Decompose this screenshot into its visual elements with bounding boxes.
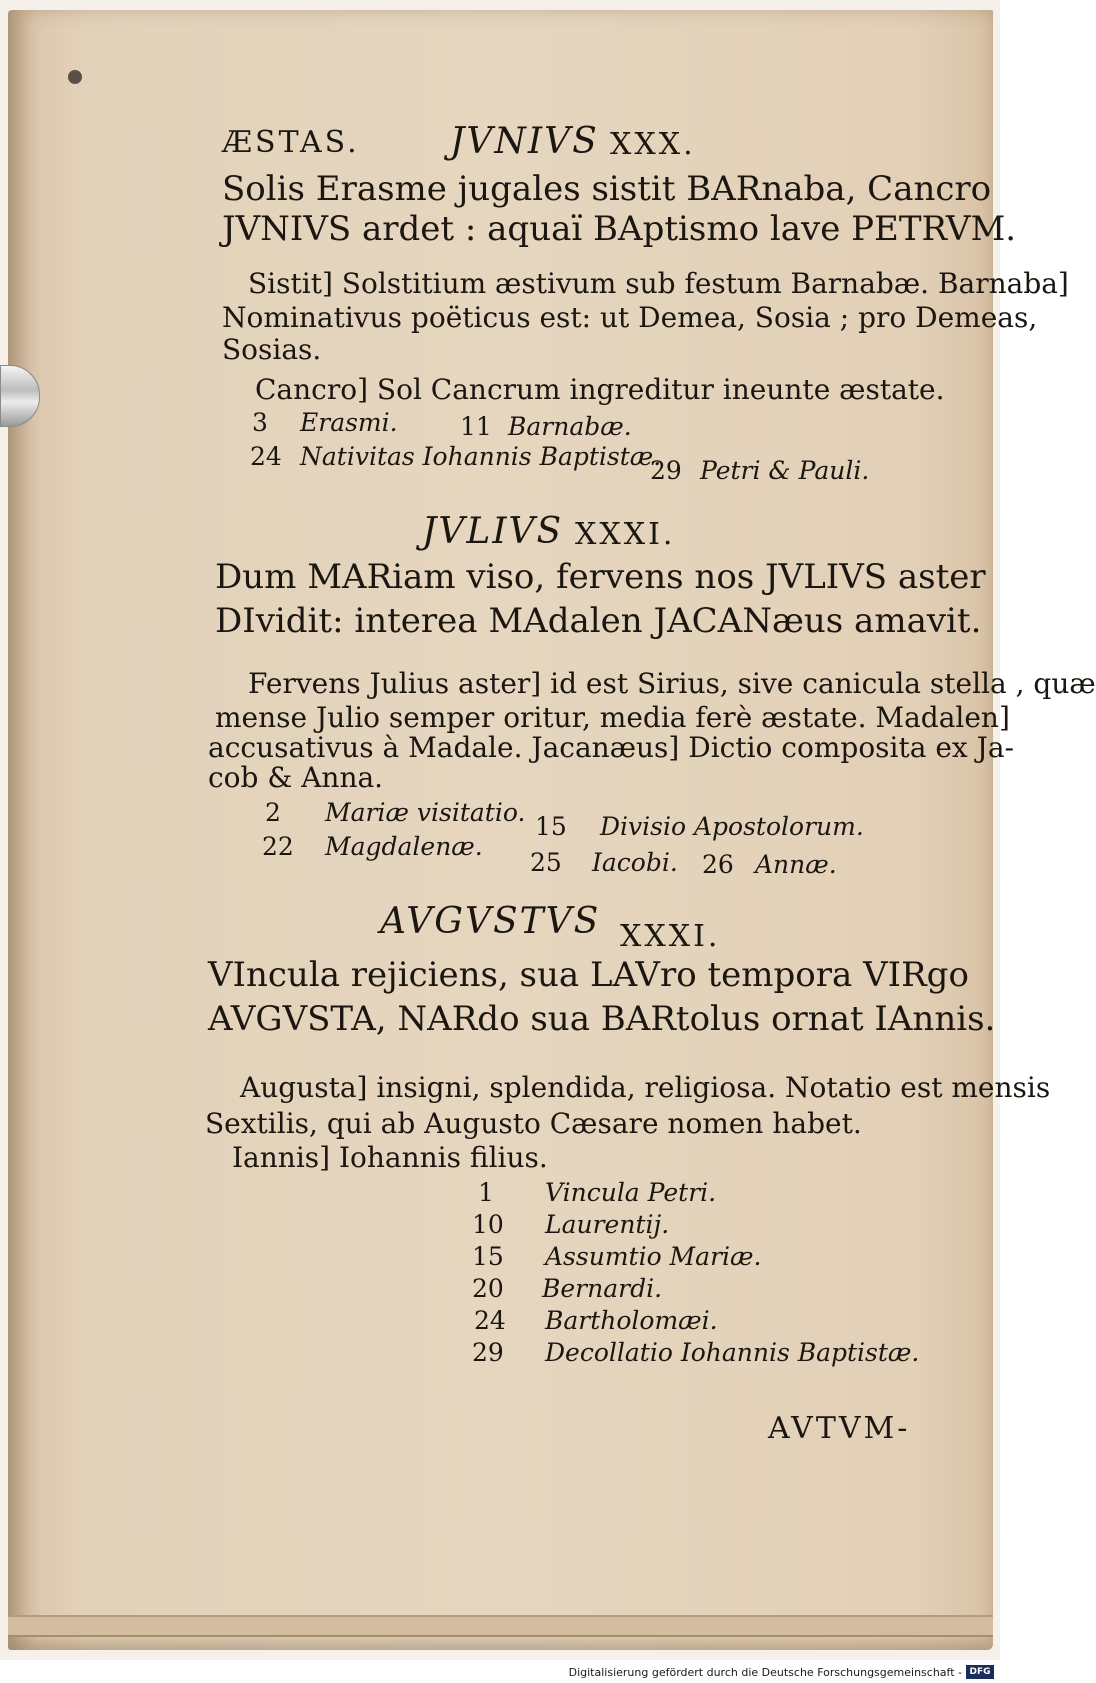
month-days-augustus: XXXI. bbox=[620, 919, 721, 954]
feast-name: Petri & Pauli. bbox=[700, 456, 870, 485]
verse-line: Solis Erasme jugales sistit BARnaba, Cancro bbox=[222, 169, 992, 209]
footer-credit: Digitalisierung gefördert durch die Deutsche Forschungsgemeinschaft - bbox=[568, 1666, 962, 1679]
feast-day: 22 bbox=[262, 832, 294, 861]
feast-name: Iacobi. bbox=[592, 848, 678, 877]
feast-day: 25 bbox=[530, 848, 562, 877]
feast-day: 15 bbox=[535, 812, 567, 841]
ink-spot bbox=[68, 70, 82, 84]
season-heading: ÆSTAS. bbox=[222, 125, 360, 160]
dfg-logo-icon: DFG bbox=[966, 1665, 994, 1679]
feast-day: 29 bbox=[650, 456, 682, 485]
note-line: Sistit] Solstitium æstivum sub festum Barnabæ. Barnaba] bbox=[248, 267, 1069, 300]
feast-name: Erasmi. bbox=[300, 408, 398, 437]
feast-name: Barnabæ. bbox=[508, 412, 632, 441]
feast-name: Divisio Apostolorum. bbox=[600, 812, 864, 841]
feast-day: 15 bbox=[472, 1242, 504, 1271]
feast-day: 26 bbox=[702, 850, 734, 879]
feast-day: 1 bbox=[478, 1178, 494, 1207]
feast-day: 10 bbox=[472, 1210, 504, 1239]
feast-name: Bartholomæi. bbox=[545, 1306, 718, 1335]
note-line: mense Julio semper oritur, media ferè æstate. Madalen] bbox=[215, 701, 1010, 734]
feast-name: Nativitas Iohannis Baptistæ. bbox=[300, 442, 662, 471]
feast-day: 24 bbox=[250, 442, 282, 471]
note-line: Cancro] Sol Cancrum ingreditur ineunte æstate. bbox=[255, 373, 945, 406]
note-line: Augusta] insigni, splendida, religiosa. Notatio est mensis bbox=[240, 1071, 1051, 1104]
feast-day: 24 bbox=[474, 1306, 506, 1335]
feast-name: Assumtio Mariæ. bbox=[545, 1242, 762, 1271]
feast-day: 11 bbox=[460, 412, 492, 441]
feast-name: Magdalenæ. bbox=[325, 832, 483, 861]
feast-day: 29 bbox=[472, 1338, 504, 1367]
feast-name: Vincula Petri. bbox=[545, 1178, 717, 1207]
feast-name: Laurentij. bbox=[545, 1210, 670, 1239]
note-line: cob & Anna. bbox=[208, 761, 384, 794]
note-line: Iannis] Iohannis filius. bbox=[232, 1141, 548, 1174]
verse-line: VIncula rejiciens, sua LAVro tempora VIRgo bbox=[208, 955, 969, 995]
month-days-junius: XXX. bbox=[610, 127, 696, 162]
feast-name: Bernardi. bbox=[542, 1274, 663, 1303]
feast-day: 2 bbox=[265, 798, 281, 827]
verse-line: JVNIVS ardet : aquaï BAptismo lave PETRVM. bbox=[222, 209, 1017, 249]
verse-line: DIvidit: interea MAdalen JACANæus amavit. bbox=[215, 601, 982, 641]
feast-name: Decollatio Iohannis Baptistæ. bbox=[545, 1338, 920, 1367]
catchword: AVTVM- bbox=[768, 1411, 911, 1446]
footer-bar bbox=[0, 1662, 1000, 1683]
verse-line: Dum MARiam viso, fervens nos JVLIVS aster bbox=[215, 557, 986, 597]
feast-name: Mariæ visitatio. bbox=[325, 798, 526, 827]
note-line: Sextilis, qui ab Augusto Cæsare nomen habet. bbox=[205, 1107, 862, 1140]
month-heading-junius: JVNIVS bbox=[450, 121, 599, 162]
month-heading-augustus: AVGVSTVS bbox=[380, 901, 601, 942]
page-edge bbox=[8, 1615, 993, 1637]
feast-day: 3 bbox=[252, 408, 268, 437]
note-line: Nominativus poëticus est: ut Demea, Sosia ; pro Demeas, bbox=[222, 301, 1038, 334]
feast-name: Annæ. bbox=[755, 850, 837, 879]
month-days-julius: XXXI. bbox=[575, 517, 676, 552]
month-heading-julius: JVLIVS bbox=[422, 511, 564, 552]
note-line: accusativus à Madale. Jacanæus] Dictio composita ex Ja- bbox=[208, 731, 1014, 764]
note-line: Sosias. bbox=[222, 333, 322, 366]
feast-day: 20 bbox=[472, 1274, 504, 1303]
note-line: Fervens Julius aster] id est Sirius, sive canicula stella , quæ bbox=[248, 667, 1096, 700]
verse-line: AVGVSTA, NARdo sua BARtolus ornat IAnnis. bbox=[208, 999, 996, 1039]
